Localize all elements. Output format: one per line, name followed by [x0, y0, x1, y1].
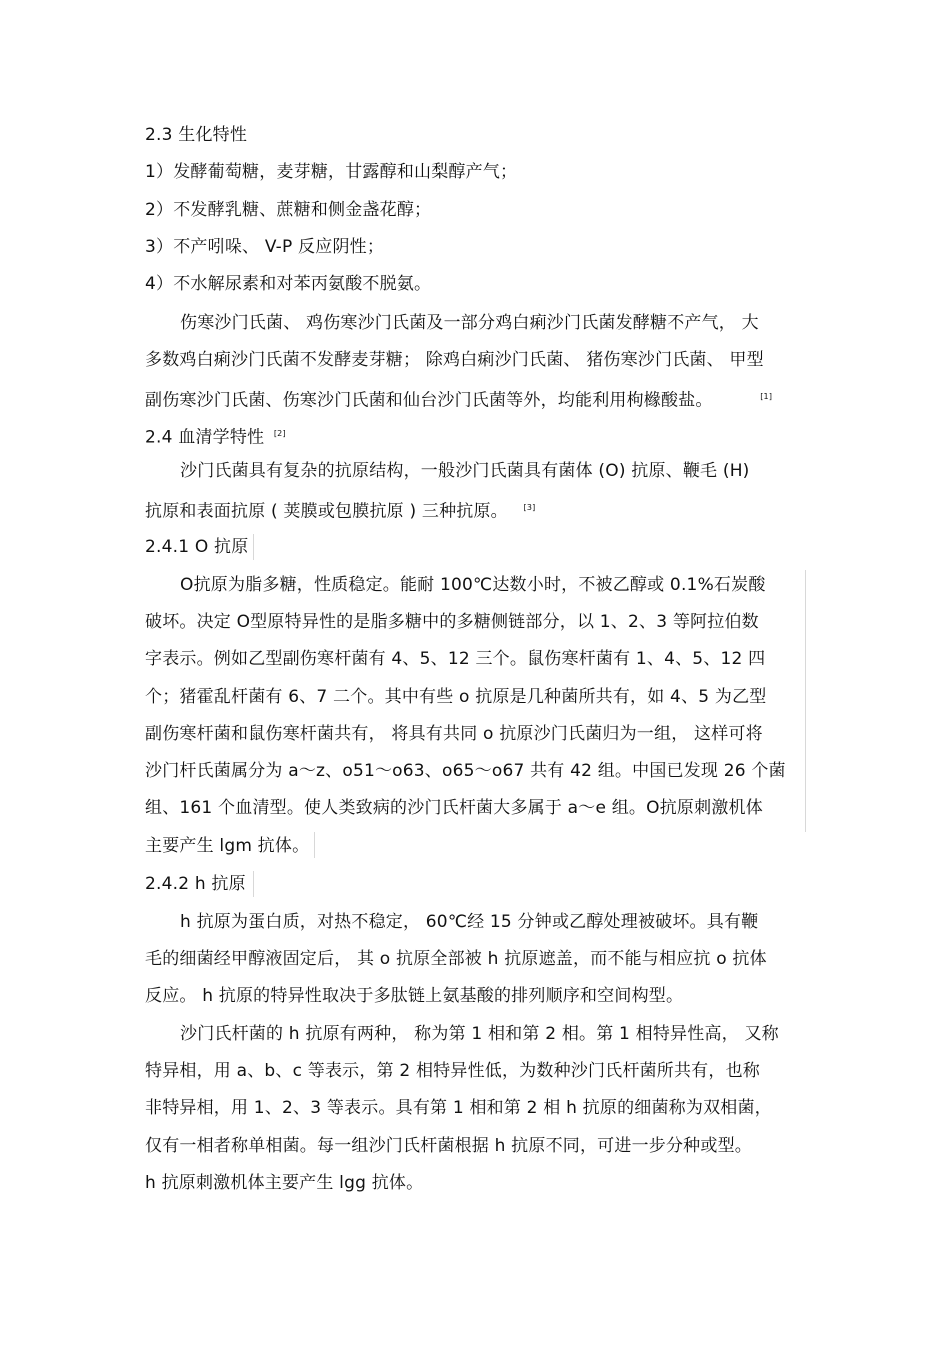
citation-ref: [2] [273, 429, 286, 438]
paragraph-line: O抗原为脂多糖，性质稳定。能耐 100℃达数小时，不被乙醇或 0.1%石炭酸 [180, 575, 766, 595]
list-item: 1）发酵葡萄糖，麦芽糖，甘露醇和山梨醇产气； [145, 162, 518, 182]
paragraph-line: 破坏。决定 O型原特异性的是脂多糖中的多糖侧链部分，以 1、2、3 等阿拉伯数 [145, 612, 759, 632]
heading-2-4 [145, 423, 286, 449]
paragraph-line: 组、161 个血清型。使人类致病的沙门氏杆菌大多属于 a～e 组。O抗原刺激机体 [145, 798, 763, 818]
heading-2-4-1: 2.4.1 O 抗原 [145, 537, 249, 557]
heading-2-4-2: 2.4.2 h 抗原 [145, 874, 246, 894]
paragraph-line: h 抗原为蛋白质，对热不稳定， 60℃经 15 分钟或乙醇处理被破坏。具有鞭 [180, 912, 759, 932]
paragraph-text: 抗原和表面抗原 ( 荚膜或包膜抗原 ) 三种抗原。 [145, 501, 508, 522]
paragraph-line: 反应。 h 抗原的特异性取决于多肽链上氨基酸的排列顺序和空间构型。 [145, 986, 684, 1006]
paragraph-line: 沙门杆氏菌属分为 a～z、o51～o63、o65～o67 共有 42 组。中国已发现 26 个菌 [145, 761, 786, 781]
paragraph-line: 多数鸡白痢沙门氏菌不发酵麦芽糖； 除鸡白痢沙门氏菌、 猪伤寒沙门氏菌、 甲型 [145, 350, 764, 370]
list-item: 4）不水解尿素和对苯丙氨酸不脱氨。 [145, 274, 432, 294]
paragraph-line [145, 386, 772, 412]
paragraph-line: 沙门氏菌具有复杂的抗原结构，一般沙门氏菌具有菌体 (O) 抗原、鞭毛 (H) [180, 461, 750, 481]
paragraph-line: h 抗原刺激机体主要产生 lgg 抗体。 [145, 1173, 424, 1193]
paragraph-line: 特异相，用 a、b、c 等表示，第 2 相特异性低，为数种沙门氏杆菌所共有，也称 [145, 1061, 760, 1081]
paragraph-text: 副伤寒沙门氏菌、伤寒沙门氏菌和仙台沙门氏菌等外，均能利用枸橼酸盐。 [145, 390, 713, 411]
paragraph-line: 仅有一相者称单相菌。每一组沙门氏杆菌根据 h 抗原不同，可进一步分种或型。 [145, 1136, 752, 1156]
paragraph-line: 字表示。例如乙型副伤寒杆菌有 4、5、12 三个。鼠伤寒杆菌有 1、4、5、12 四 [145, 649, 766, 669]
heading-2-3: 2.3 生化特性 [145, 125, 248, 145]
paragraph-line: 副伤寒杆菌和鼠伤寒杆菌共有， 将具有共同 o 抗原沙门氏菌归为一组， 这样可将 [145, 724, 763, 744]
paragraph-line: 非特异相，用 1、2、3 等表示。具有第 1 相和第 2 相 h 抗原的细菌称为双相菌， [145, 1098, 772, 1118]
list-item: 3）不产吲哚、 V-P 反应阴性； [145, 237, 385, 257]
list-item: 2）不发酵乳糖、蔗糖和侧金盏花醇； [145, 200, 432, 220]
divider [805, 570, 806, 832]
citation-ref: [3] [523, 503, 536, 512]
heading-text: 2.4 血清学特性 [145, 427, 265, 448]
paragraph-line: 沙门氏杆菌的 h 抗原有两种， 称为第 1 相和第 2 相。第 1 相特异性高， 又称 [180, 1024, 779, 1044]
paragraph-line: 毛的细菌经甲醇液固定后， 其 o 抗原全部被 h 抗原遮盖，而不能与相应抗 o 抗体 [145, 949, 767, 969]
paragraph-line [145, 497, 535, 523]
citation-ref: [1] [760, 392, 773, 401]
paragraph-line: 个；猪霍乱杆菌有 6、7 二个。其中有些 o 抗原是几种菌所共有，如 4、5 为乙型 [145, 687, 767, 707]
divider [314, 832, 315, 858]
paragraph-line: 主要产生 lgm 抗体。 [145, 836, 310, 856]
paragraph-line: 伤寒沙门氏菌、 鸡伤寒沙门氏菌及一部分鸡白痢沙门氏菌发酵糖不产气， 大 [180, 313, 759, 333]
divider [253, 871, 254, 897]
divider [253, 534, 254, 560]
